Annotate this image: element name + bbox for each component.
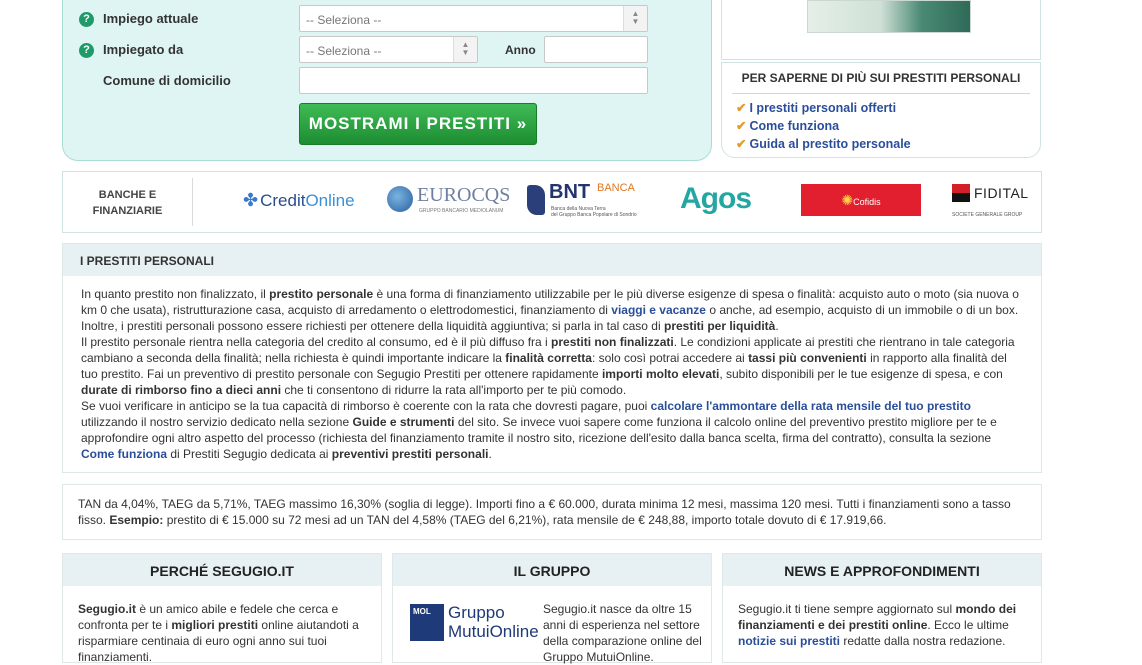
divider bbox=[192, 178, 193, 226]
creditonline-mark-icon: ✤ bbox=[243, 190, 259, 210]
check-icon: ✔ bbox=[736, 101, 747, 115]
rates-disclaimer: TAN da 4,04%, TAEG da 5,71%, TAEG massimo 16,30% (soglia di legge). Importi fino a € 60.000, durata minima 12 mesi, massima 120 mesi. Tutti i finanziamenti sono a tasso fisso. Esempio: prestito di € 15.000 su 72 mesi ad un TAN del 4,58% (TAEG del 6,21%), rata mensile de € 248,88, importo totale dovuto di € 17.919,66. bbox=[62, 484, 1042, 540]
select-arrows-icon: ▲ ▼ bbox=[623, 6, 647, 31]
employed-since-select[interactable]: -- Seleziona -- ▲ ▼ bbox=[299, 36, 478, 63]
personal-loans-article bbox=[62, 243, 1042, 473]
help-icon[interactable]: ? bbox=[79, 12, 94, 27]
employment-select[interactable]: -- Seleziona -- ▲ ▼ bbox=[299, 5, 648, 32]
info-box-title: PER SAPERNE DI PIÙ SUI PRESTITI PERSONALI bbox=[732, 71, 1030, 94]
column-body: Segugio.it è un amico abile e fedele che cerca e confronta per te i migliori prestiti online aiutandoti a risparmiare centinaia di euro ogni anno sui tuoi finanziamenti. bbox=[78, 602, 359, 664]
eurocqs-globe-icon bbox=[387, 186, 413, 212]
banks-label: BANCHE E FINANZIARIE bbox=[92, 189, 163, 217]
cofidis-logo[interactable]: ✺Cofidis bbox=[801, 184, 921, 216]
news-column bbox=[722, 553, 1042, 663]
column-title: PERCHÉ SEGUGIO.IT bbox=[63, 554, 381, 586]
select-arrows-icon: ▲ ▼ bbox=[453, 37, 477, 62]
fiditalia-mark-icon bbox=[952, 184, 970, 202]
link-travel-loans[interactable]: viaggi e vacanze bbox=[611, 303, 706, 317]
year-label: Anno bbox=[505, 43, 536, 57]
employed-since-label: Impiegato da bbox=[103, 42, 184, 57]
column-title: NEWS E APPROFONDIMENTI bbox=[723, 554, 1041, 586]
column-title: IL GRUPPO bbox=[393, 554, 711, 586]
employment-label: Impiego attuale bbox=[103, 11, 199, 26]
show-loans-button[interactable]: MOSTRAMI I PRESTITI » bbox=[299, 103, 537, 145]
promo-image bbox=[807, 0, 971, 33]
article-body: In quanto prestito non finalizzato, il prestito personale è una forma di finanziamento utilizzabile per le più diverse esigenze di spesa o finalità: acquisto auto o moto (sia nuova o km 0 che usata), ristrutturazione casa, acquisto di arredamento o elettrodomestici, finanziamento di viaggi e vacanze o anche, ad esempio, acquisto di un immobile o di un box. Inoltre, i prestiti personali possono essere richiesti per ottenere della liquidità aggiuntiva; si parla in tal caso di prestiti per liquidità. Il prestito personale rientra nella categoria del credito al consumo, ed è il più diffuso fra i prestiti non finalizzati. Le condizioni applicate ai prestiti che rientrano in tale categoria cambiano a seconda della finalità; nella richiesta è quindi importante indicare la finalità corretta: solo così potrai accedere ai tassi più convenienti in rapporto alla finalità del tuo prestito. Fai un preventivo di prestito personale con Segugio Prestiti per ottenere rapidamente importi molto elevati, subito disponibili per le tue esigenze di spesa, e con durate di rimborso fino a dieci anni che ti consentono di ridurre la rata all'importo per te più comodo. Se vuoi verificare in anticipo se la tua capacità di rimborso è coerente con la rata che dovresti pagare, puoi calcolare l'ammontare della rata mensile del tuo prestito utilizzando il nostro servizio dedicato nella sezione Guide e strumenti del sito. Se invece vuoi sapere come funziona il calcolo online del preventivo prestito migliore per te e approfondire ogni altro aspetto del processo (richiesta del finanziamento tramite il nostro sito, ricezione dell'esito dalla banca scelta, firma del contratto), consulta la sezione Come funziona di Prestiti Segugio dedicata ai preventivi prestiti personali. bbox=[81, 287, 1019, 461]
group-description: Segugio.it nasce da oltre 15 anni di esperienza nel settore della comparazione online del Gruppo MutuiOnline. bbox=[543, 602, 702, 664]
link-personal-loan-guide[interactable]: ✔ Guida al prestito personale bbox=[736, 137, 911, 151]
help-icon[interactable]: ? bbox=[79, 43, 94, 58]
why-segugio-column bbox=[62, 553, 382, 663]
agos-logo[interactable]: Agos bbox=[680, 182, 751, 215]
check-icon: ✔ bbox=[736, 119, 747, 133]
year-input[interactable] bbox=[544, 36, 648, 63]
loan-search-form bbox=[62, 0, 712, 161]
link-loan-news[interactable]: notizie sui prestiti bbox=[738, 634, 841, 648]
municipality-label: Comune di domicilio bbox=[103, 73, 231, 88]
link-personal-loans-offered[interactable]: ✔ I prestiti personali offerti bbox=[736, 101, 897, 115]
creditonline-logo[interactable]: ✤ CreditOnline bbox=[243, 190, 355, 210]
municipality-input[interactable] bbox=[299, 67, 648, 94]
mol-mark-icon: MOL bbox=[410, 604, 444, 641]
banks-bar: BANCHE E FINANZIARIE ✤ CreditOnline EUROCQS GRUPPO BANCARIO MEDIOLANUM BNT BANCA Banca della Nuova Terra del Gruppo Banca Popolare di Sondrio Agos ✺Cofidis FIDITAL SOCIETE GENERALE GROUP bbox=[62, 171, 1042, 233]
more-info-box bbox=[721, 62, 1041, 158]
mutuionline-logo[interactable]: MOL Gruppo MutuiOnline bbox=[410, 604, 532, 644]
link-come-funziona[interactable]: Come funziona bbox=[81, 447, 167, 461]
check-icon: ✔ bbox=[736, 137, 747, 151]
bnt-mark-icon bbox=[527, 185, 545, 215]
promo-image-box bbox=[721, 0, 1041, 60]
link-calculate-installment[interactable]: calcolare l'ammontare della rata mensile del tuo prestito bbox=[650, 399, 971, 413]
column-body: Segugio.it ti tiene sempre aggiornato sul mondo dei finanziamenti e dei prestiti online. Ecco le ultime notizie sui prestiti redatte dalla nostra redazione. bbox=[738, 602, 1017, 648]
article-heading: I PRESTITI PERSONALI bbox=[63, 244, 1041, 276]
sun-icon: ✺ bbox=[841, 192, 854, 208]
group-column bbox=[392, 553, 712, 663]
link-how-it-works[interactable]: ✔ Come funziona bbox=[736, 119, 840, 133]
